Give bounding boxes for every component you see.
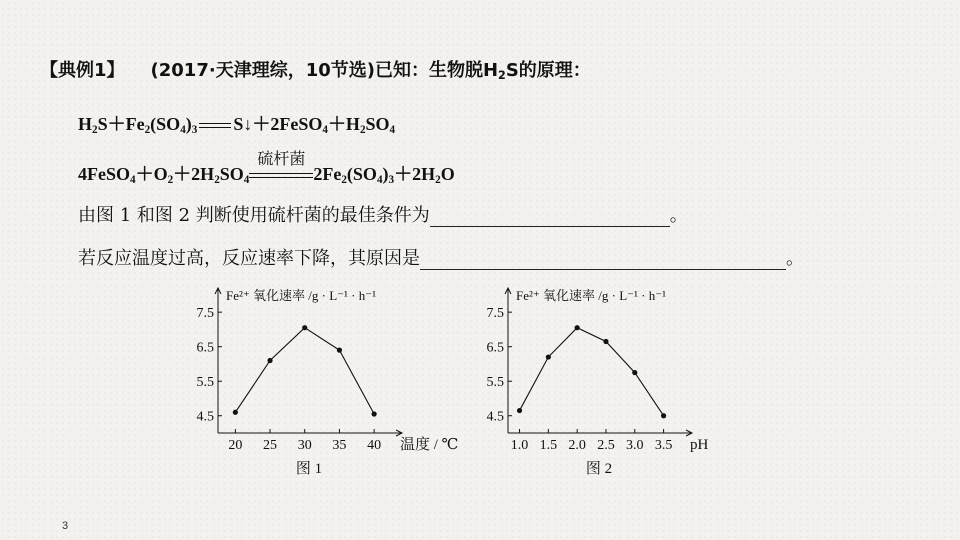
example-source: (2017·天津理综，10节选)已知：生物脱 — [150, 60, 483, 81]
data-point — [517, 408, 522, 413]
series-line — [235, 328, 374, 414]
eq1-part: H — [78, 114, 93, 134]
eq2-part: ＋O — [135, 164, 168, 184]
eq1-part: S↓＋2FeSO — [233, 114, 323, 134]
data-point — [233, 410, 238, 415]
eq2-sub: 2 — [341, 174, 347, 187]
eq1-sub: 4 — [389, 124, 396, 137]
x-tick-label: 30 — [297, 438, 312, 453]
eq2-part: 2Fe — [313, 164, 342, 184]
x-tick-label: 2.5 — [597, 438, 615, 453]
eq2-sub: 4 — [130, 174, 136, 187]
eq1-sub: 3 — [191, 124, 198, 137]
y-tick-label: 5.5 — [486, 375, 504, 391]
eq1-part: ＋H — [327, 114, 360, 134]
eq1-part: ) — [185, 114, 192, 134]
y-tick-label: 7.5 — [486, 306, 504, 322]
eq2-sub: 2 — [214, 174, 220, 187]
data-point — [372, 411, 377, 416]
equation-1 — [78, 110, 395, 136]
y-axis-label: Fe²⁺ 氧化速率 /g · L⁻¹ · h⁻¹ — [516, 288, 666, 303]
figure-caption: 图 1 — [295, 461, 323, 477]
x-tick-label: 2.0 — [568, 438, 586, 453]
eq2-sub: 4 — [243, 174, 250, 187]
series-line — [520, 328, 664, 416]
x-tick-label: 20 — [228, 438, 243, 453]
data-point — [337, 348, 342, 353]
eq1-sub: 2 — [92, 124, 98, 137]
question-1-end: 。 — [669, 205, 688, 226]
formula-s: S — [505, 60, 519, 81]
eq1-part: (SO — [150, 114, 181, 134]
y-tick-label: 4.5 — [486, 409, 504, 425]
eq1-sub: 2 — [144, 124, 151, 137]
eq1-sub: 2 — [359, 124, 366, 137]
y-axis-label: Fe²⁺ 氧化速率 /g · L⁻¹ · h⁻¹ — [226, 288, 376, 303]
x-tick-label: 40 — [367, 438, 382, 453]
eq1-part: SO — [365, 114, 390, 134]
eq2-sub: 3 — [388, 174, 395, 187]
answer-blank-1[interactable] — [430, 208, 670, 227]
x-axis-label: pH — [690, 437, 709, 453]
eq2-part: ) — [382, 164, 389, 184]
question-2-end: 。 — [786, 248, 804, 269]
eq2-part: ＋2H — [394, 164, 436, 184]
eq2-sub: 2 — [435, 174, 441, 187]
y-tick-label: 6.5 — [486, 340, 504, 356]
equals-sign-icon — [199, 123, 231, 128]
catalyst-label: 硫杆菌 — [257, 149, 306, 168]
x-tick-label: 1.5 — [539, 438, 558, 453]
x-tick-label: 3.0 — [626, 438, 644, 453]
x-tick-label: 1.0 — [510, 438, 529, 453]
formula-h: H — [482, 60, 499, 81]
data-point — [632, 370, 637, 375]
example-suffix: 的原理： — [518, 60, 591, 81]
data-point — [546, 354, 551, 359]
example-tag: 【典例1】 — [40, 60, 125, 81]
double-line-icon — [249, 173, 313, 178]
x-tick-label: 3.5 — [654, 438, 673, 453]
eq2-part: (SO — [346, 164, 377, 184]
eq2-part: SO — [219, 164, 244, 184]
eq1-part: S＋Fe — [97, 114, 145, 134]
question-1-text: 由图 1 和图 2 判断使用硫杆菌的最佳条件为 — [78, 205, 430, 226]
eq2-part: ＋2H — [173, 164, 215, 184]
data-point — [267, 358, 272, 363]
data-point — [575, 325, 580, 330]
eq2-sub: 4 — [376, 174, 383, 187]
question-2-text: 若反应温度过高，反应速率下降，其原因是 — [78, 248, 420, 269]
question-1 — [78, 201, 688, 227]
eq1-sub: 4 — [180, 124, 186, 137]
data-point — [603, 339, 608, 344]
x-tick-label: 35 — [332, 438, 347, 453]
figure-1-chart — [180, 280, 459, 490]
data-point — [661, 413, 666, 418]
y-tick-label: 6.5 — [196, 340, 214, 356]
page-number: 3 — [62, 520, 69, 532]
x-tick-label: 25 — [263, 438, 278, 453]
y-tick-label: 7.5 — [196, 306, 214, 322]
y-tick-label: 4.5 — [196, 409, 214, 425]
equation-2 — [78, 149, 455, 187]
y-tick-label: 5.5 — [196, 375, 214, 391]
reaction-arrow — [249, 149, 313, 185]
formula-sub: 2 — [498, 69, 506, 83]
figure-caption: 图 2 — [585, 461, 613, 477]
eq2-part: O — [440, 164, 455, 184]
figure-2-chart — [470, 280, 740, 490]
example-header — [40, 56, 591, 82]
data-point — [302, 325, 307, 330]
eq1-sub: 4 — [322, 124, 328, 137]
answer-blank-2[interactable] — [420, 251, 786, 270]
question-2 — [78, 244, 804, 270]
eq2-sub: 2 — [167, 174, 174, 187]
x-axis-label: 温度 / ℃ — [400, 437, 459, 453]
eq2-part: 4FeSO — [78, 164, 130, 184]
